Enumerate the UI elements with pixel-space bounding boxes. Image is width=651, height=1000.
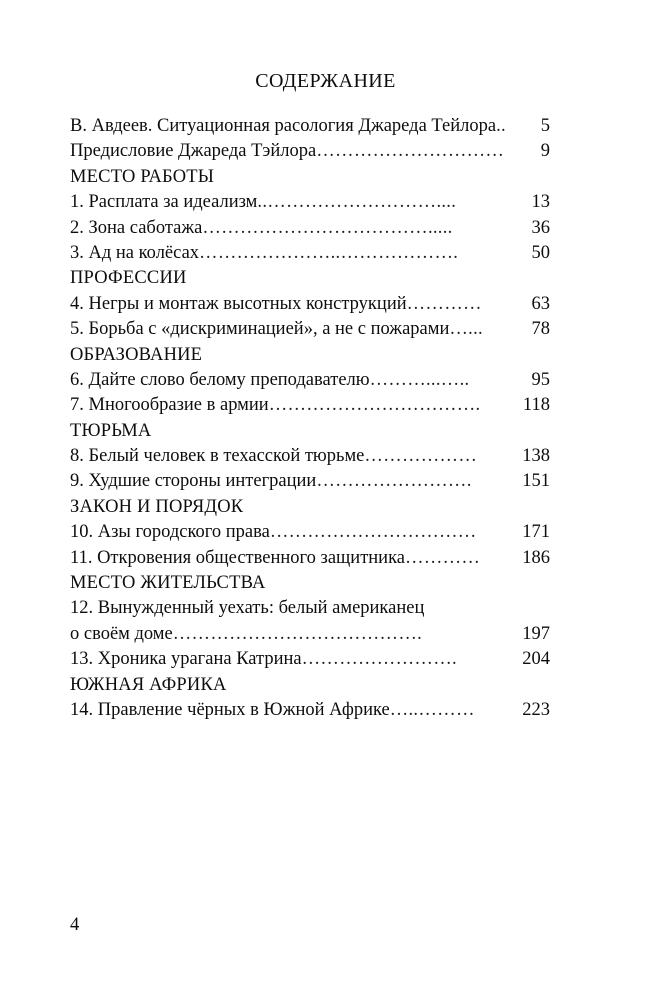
toc-entry-label: 14. Правление чёрных в Южной Африке (70, 699, 390, 720)
toc-dot-leader: …………………..………………. (199, 242, 459, 263)
toc-dot-leader: ………… (406, 293, 482, 314)
toc-entry-label: 1. Расплата за идеализм (70, 192, 258, 213)
toc-dot-leader: …..……… (389, 699, 475, 720)
toc-entry[interactable] (70, 241, 550, 266)
toc-section-heading (70, 343, 550, 368)
toc-page-number: 223 (522, 699, 550, 720)
toc-entry-label: 3. Ад на колёсах (70, 242, 200, 263)
toc-page-number: 197 (522, 623, 550, 644)
table-of-contents (70, 114, 550, 723)
toc-entry-label: ТЮРЬМА (70, 420, 152, 441)
toc-dot-leader: ..……………………….... (257, 192, 457, 213)
toc-entry[interactable] (70, 317, 550, 342)
toc-dot-leader: ………… (405, 547, 481, 568)
toc-section-heading (70, 495, 550, 520)
toc-dot-leader: ……………………. (301, 649, 457, 670)
toc-dot-leader: ……………………. (316, 471, 472, 492)
toc-entry[interactable] (70, 444, 550, 469)
toc-page-number: 118 (522, 395, 550, 416)
toc-page-number: 63 (531, 293, 550, 314)
toc-page-number: 78 (531, 319, 550, 340)
toc-page-number: 138 (522, 446, 550, 467)
toc-entry-label: 13. Хроника урагана Катрина (70, 649, 302, 670)
toc-page-number: 204 (522, 649, 550, 670)
toc-entry-label: ПРОФЕССИИ (70, 268, 187, 289)
toc-entry-label: 10. Азы городского права (70, 522, 270, 543)
toc-entry-label: ОБРАЗОВАНИЕ (70, 344, 203, 365)
toc-page-number: 186 (522, 547, 550, 568)
toc-entry[interactable] (70, 622, 550, 647)
toc-dot-leader: ………………………… (316, 141, 505, 162)
toc-entry-label: 2. Зона саботажа (70, 217, 203, 238)
toc-entry-label: 11. Откровения общественного защитника (70, 547, 406, 568)
toc-entry[interactable] (70, 139, 550, 164)
toc-dot-leader: .. (496, 116, 506, 136)
toc-section-heading (70, 673, 550, 698)
toc-page-number: 9 (540, 141, 550, 162)
toc-entry-label: 8. Белый человек в техасской тюрьме (70, 446, 365, 467)
toc-page-number: 50 (531, 242, 550, 263)
toc-dot-leader: …………………………… (269, 522, 477, 543)
toc-section-heading (70, 266, 550, 291)
toc-dot-leader: …………………………………. (172, 623, 423, 644)
toc-page-number: 13 (531, 192, 550, 213)
page-title: СОДЕРЖАНИЕ (255, 70, 396, 92)
toc-dot-leader: …... (449, 319, 483, 340)
toc-entry[interactable] (70, 393, 550, 418)
toc-entry-label: МЕСТО РАБОТЫ (70, 166, 215, 187)
toc-dot-leader: ……………… (364, 446, 478, 467)
toc-entry[interactable] (70, 292, 550, 317)
toc-entry-label: 6. Дайте слово белому преподавателю (70, 369, 370, 390)
toc-entry-label: 5. Борьба с «дискриминацией», а не с пожарами (70, 319, 450, 340)
toc-entry-label: В. Авдеев. Ситуационная расология Джареда Тейлора (70, 116, 497, 136)
toc-entry-label: 9. Худшие стороны интеграции (70, 471, 317, 492)
toc-entry-label: ЮЖНАЯ АФРИКА (70, 674, 227, 695)
toc-entry-label: Предисловие Джареда Тэйлора (70, 141, 317, 162)
toc-entry-label: 4. Негры и монтаж высотных конструкций (70, 293, 407, 314)
toc-page-number: 151 (522, 471, 550, 492)
toc-page-number: 171 (522, 522, 550, 543)
toc-page-number: 5 (540, 116, 550, 136)
toc-dot-leader: ………...….. (369, 369, 470, 390)
toc-section-heading (70, 419, 550, 444)
toc-entry[interactable] (70, 520, 550, 545)
toc-page-number: 95 (531, 369, 550, 390)
toc-section-heading (70, 571, 550, 596)
toc-entry[interactable] (70, 190, 550, 215)
toc-dot-leader: ………………………………..... (202, 217, 453, 238)
toc-entry[interactable] (70, 647, 550, 672)
toc-entry-label: 7. Многообразие в армии (70, 395, 269, 416)
toc-entry[interactable] (70, 368, 550, 393)
toc-entry-label: 12. Вынужденный уехать: белый американец (70, 598, 425, 619)
toc-page-number: 36 (531, 217, 550, 238)
toc-section-heading (70, 165, 550, 190)
toc-entry-label: МЕСТО ЖИТЕЛЬСТВА (70, 573, 266, 594)
toc-entry-label: о своём доме (70, 623, 173, 644)
toc-entry-label: ЗАКОН И ПОРЯДОК (70, 496, 244, 517)
toc-entry[interactable] (70, 216, 550, 241)
toc-entry[interactable] (70, 546, 550, 571)
toc-entry[interactable] (70, 698, 550, 723)
page-folio-number: 4 (70, 915, 80, 935)
toc-entry[interactable] (70, 469, 550, 494)
toc-entry[interactable] (70, 596, 550, 621)
toc-entry[interactable] (70, 114, 550, 139)
toc-dot-leader: ……………………………. (268, 395, 481, 416)
